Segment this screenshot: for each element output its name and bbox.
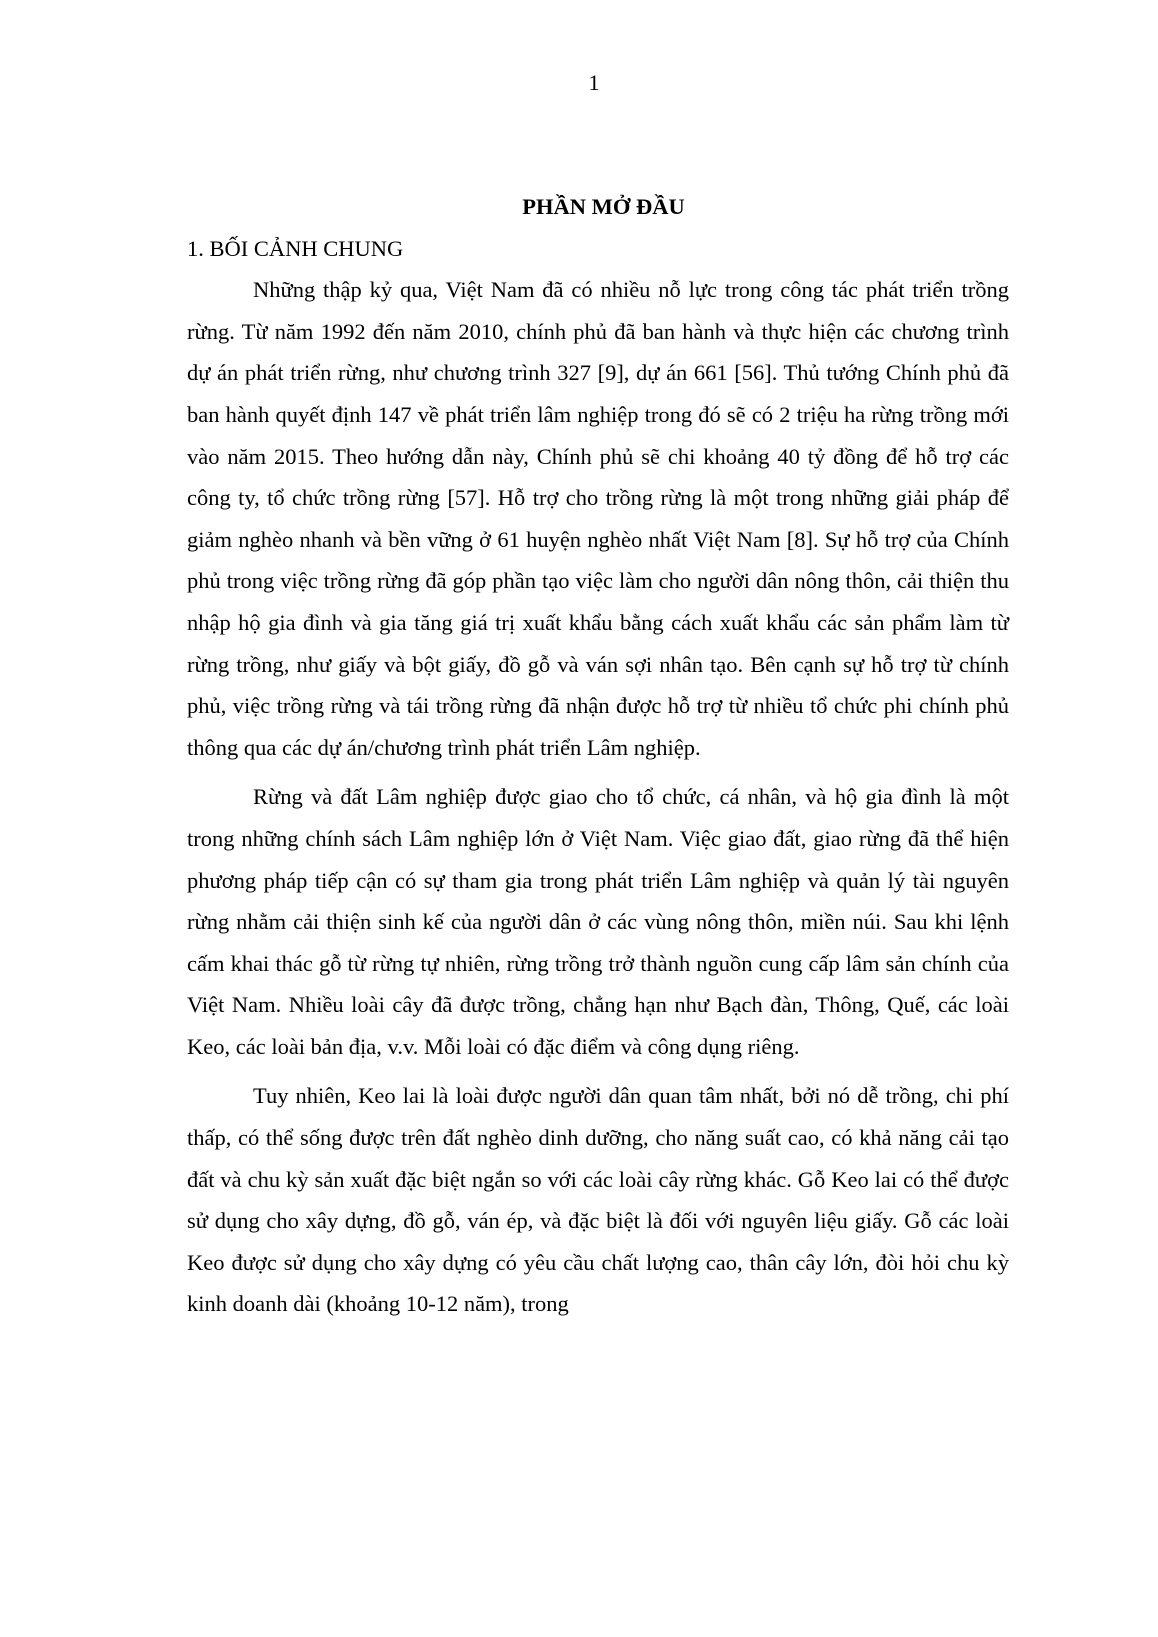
paragraph: Rừng và đất Lâm nghiệp được giao cho tổ chức, cá nhân, và hộ gia đình là một trong những chính sách Lâm nghiệp lớn ở Việt Nam. Việc giao đất, giao rừng đã thể hiện phương pháp tiếp cận có sự tham gia trong phát triển Lâm nghiệp và quản lý tài nguyên rừng nhằm cải thiện sinh kế của người dân ở các vùng nông thôn, miền núi. Sau khi lệnh cấm khai thác gỗ từ rừng tự nhiên, rừng trồng trở thành nguồn cung cấp lâm sản chính của Việt Nam. Nhiều loài cây đã được trồng, chẳng hạn như Bạch đàn, Thông, Quế, các loài Keo, các loài bản địa, v.v. Mỗi loài có đặc điểm và công dụng riêng.	[187, 784, 1009, 1059]
paragraph: Tuy nhiên, Keo lai là loài được người dân quan tâm nhất, bởi nó dễ trồng, chi phí thấp, có thể sống được trên đất nghèo dinh dưỡng, cho năng suất cao, có khả năng cải tạo đất và chu kỳ sản xuất đặc biệt ngắn so với các loài cây rừng khác. Gỗ Keo lai có thể được sử dụng cho xây dựng, đồ gỗ, ván ép, và đặc biệt là đối với nguyên liệu giấy. Gỗ các loài Keo được sử dụng cho xây dựng có yêu cầu chất lượng cao, thân cây lớn, đòi hỏi chu kỳ kinh doanh dài (khoảng 10-12 năm), trong	[187, 1083, 1009, 1317]
section-title: 1. BỐI CẢNH CHUNG	[187, 235, 404, 261]
paragraph: Những thập kỷ qua, Việt Nam đã có nhiều nỗ lực trong công tác phát triển trồng rừng. Từ năm 1992 đến năm 2010, chính phủ đã ban hành và thực hiện các chương trình dự án phát triển rừng, như chương trình 327 [9], dự án 661 [56]. Thủ tướng Chính phủ đã ban hành quyết định 147 về phát triển lâm nghiệp trong đó sẽ có 2 triệu ha rừng trồng mới vào năm 2015. Theo hướng dẫn này, Chính phủ sẽ chi khoảng 40 tỷ đồng để hỗ trợ các công ty, tổ chức trồng rừng [57]. Hỗ trợ cho trồng rừng là một trong những giải pháp để giảm nghèo nhanh và bền vững ở 61 huyện nghèo nhất Việt Nam [8]. Sự hỗ trợ của Chính phủ trong việc trồng rừng đã góp phần tạo việc làm cho người dân nông thôn, cải thiện thu nhập hộ gia đình và gia tăng giá trị xuất khẩu bằng cách xuất khẩu các sản phẩm làm từ rừng trồng, như giấy và bột giấy, đồ gỗ và ván sợi nhân tạo. Bên cạnh sự hỗ trợ từ chính phủ, việc trồng rừng và tái trồng rừng đã nhận được hỗ trợ từ nhiều tổ chức phi chính phủ thông qua các dự án/chương trình phát triển Lâm nghiệp.	[187, 277, 1009, 760]
chapter-heading: PHẦN MỞ ĐẦU	[522, 194, 685, 219]
page-number: 1	[588, 70, 600, 95]
document-body	[187, 186, 1009, 1333]
